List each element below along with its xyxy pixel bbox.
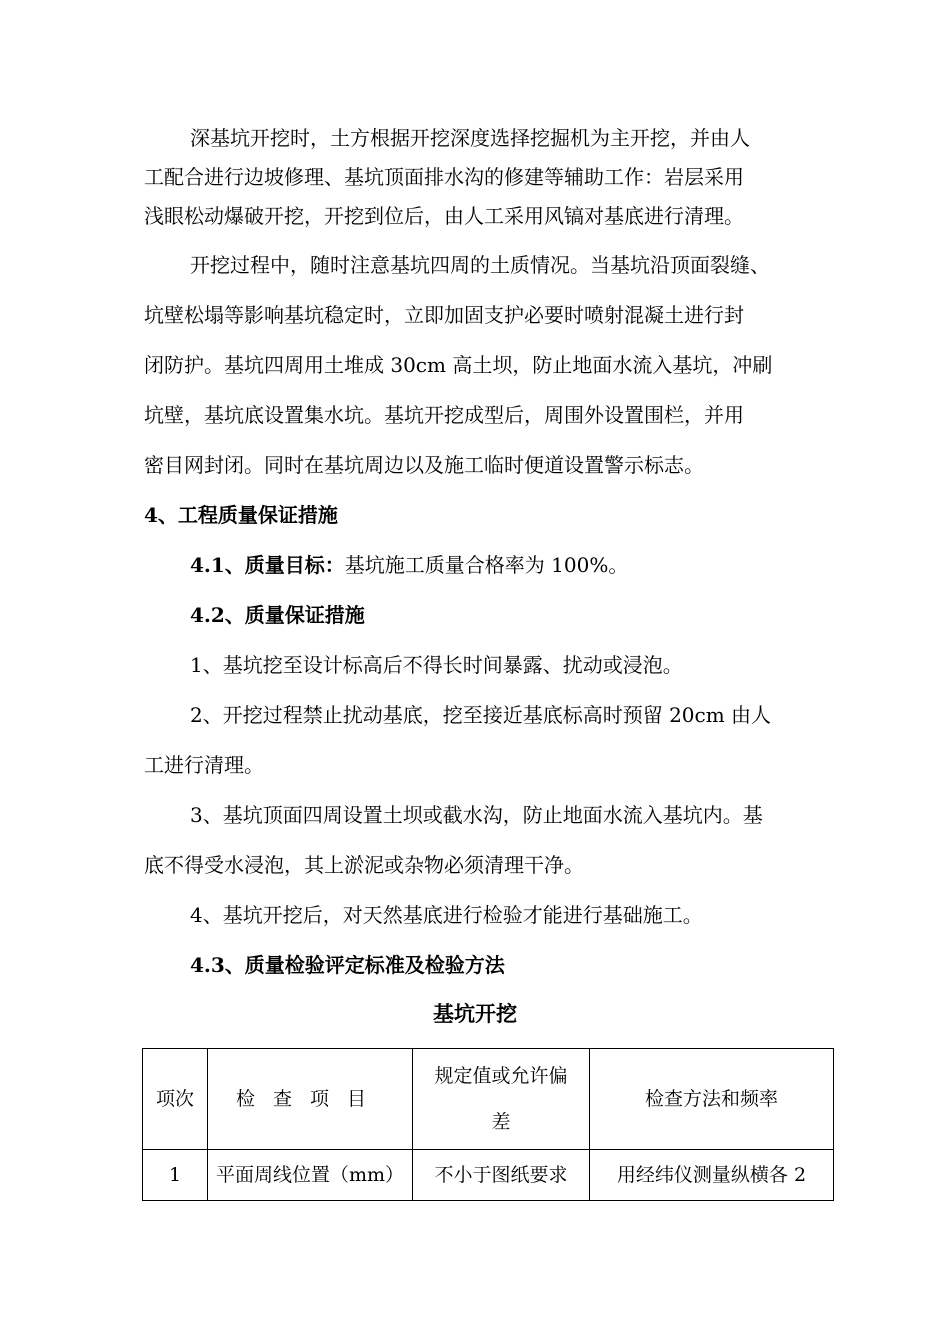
measure-item-1: 1、基坑挖至设计标高后不得长时间暴露、扰动或浸泡。 xyxy=(190,653,683,677)
header-check-item-text: 检查项目 xyxy=(235,1088,384,1110)
section-4-1 xyxy=(190,555,628,575)
section-4-1-label: 4.1、质量目标： xyxy=(190,553,345,577)
measure-item-2: 2、开挖过程禁止扰动基底，挖至接近基底标高时预留 20cm 由人 xyxy=(190,703,772,727)
measure-item-4: 4、基坑开挖后，对天然基底进行检验才能进行基础施工。 xyxy=(190,903,703,927)
row-1-value: 不小于图纸要求 xyxy=(413,1150,590,1201)
paragraph-2-line-2: 坑壁松塌等影响基坑稳定时，立即加固支护必要时喷射混凝土进行封 xyxy=(144,303,744,327)
paragraph-2-line-5: 密目网封闭。同时在基坑周边以及施工临时便道设置警示标志。 xyxy=(144,453,704,477)
row-1-no: 1 xyxy=(143,1150,208,1201)
row-1-item: 平面周线位置（mm） xyxy=(208,1150,413,1201)
section-4-heading: 4、工程质量保证措施 xyxy=(144,503,338,527)
header-tolerance-line-1: 规定值或允许偏 xyxy=(434,1065,568,1087)
paragraph-1-line-1: 深基坑开挖时，土方根据开挖深度选择挖掘机为主开挖，并由人 xyxy=(190,126,750,150)
table-row xyxy=(143,1150,834,1201)
paragraph-1-line-2: 工配合进行边坡修理、基坑顶面排水沟的修建等辅助工作：岩层采用 xyxy=(144,165,744,189)
paragraph-2-line-3: 闭防护。基坑四周用土堆成 30cm 高土坝，防止地面水流入基坑，冲刷 xyxy=(144,353,773,377)
paragraph-2-line-4: 坑壁，基坑底设置集水坑。基坑开挖成型后，周围外设置围栏，并用 xyxy=(144,403,744,427)
measure-item-3-cont: 底不得受水浸泡，其上淤泥或杂物必须清理干净。 xyxy=(144,853,584,877)
section-4-3-heading: 4.3、质量检验评定标准及检验方法 xyxy=(190,953,505,977)
table-header-row xyxy=(143,1049,834,1150)
section-4-1-text: 基坑施工质量合格率为 100%。 xyxy=(344,553,629,577)
header-item-no: 项次 xyxy=(143,1049,208,1150)
header-tolerance xyxy=(413,1049,590,1150)
inspection-table xyxy=(142,1048,834,1201)
measure-item-2-cont: 工进行清理。 xyxy=(144,753,264,777)
paragraph-2-line-1: 开挖过程中，随时注意基坑四周的土质情况。当基坑沿顶面裂缝、 xyxy=(190,253,770,277)
paragraph-1-line-3: 浅眼松动爆破开挖，开挖到位后，由人工采用风镐对基底进行清理。 xyxy=(144,204,744,228)
row-1-method: 用经纬仪测量纵横各 2 xyxy=(590,1150,834,1201)
table-caption: 基坑开挖 xyxy=(433,1001,517,1026)
header-tolerance-line-2: 差 xyxy=(491,1111,511,1133)
header-method: 检查方法和频率 xyxy=(590,1049,834,1150)
section-4-2-heading: 4.2、质量保证措施 xyxy=(190,603,365,627)
header-check-item xyxy=(208,1049,413,1150)
measure-item-3: 3、基坑顶面四周设置土坝或截水沟，防止地面水流入基坑内。基 xyxy=(190,803,763,827)
